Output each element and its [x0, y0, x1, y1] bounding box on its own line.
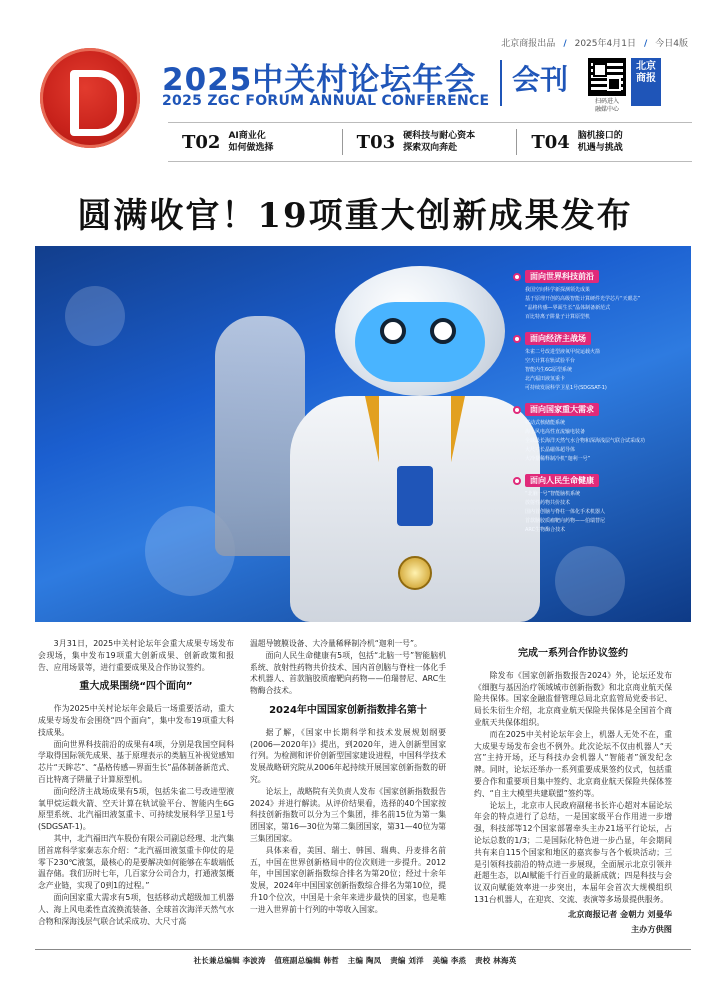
index-line: 脑机接口的 [577, 131, 623, 141]
legend-item: “晶格传感—界面生长”晶体制备新范式 [525, 305, 611, 311]
paragraph: 论坛上，战略院有关负责人发布《国家创新指数报告2024》并进行解读。从评价结果看，选择的40个国家按科技创新指数可以分为三个集团，排名前15位为第一集团国家，第16—30位为第二集团国家，第31—40位为第三集团国家。 [250, 786, 446, 843]
section-heading: 2024年中国国家创新指数排名第十 [269, 704, 427, 716]
legend-section [513, 403, 683, 464]
legend-item: 空天计算在轨试验平台 [525, 358, 576, 364]
index-code: T02 [182, 131, 221, 153]
paragraph: 论坛上，北京市人民政府副秘书长许心超对本届论坛年会的特点进行了总结，一是国家级平台作用进一步增强，科技部等12个国家部署牵头主办21场平行论坛，占论坛总数的1/3；二是国际化特色进一步凸显，年会期间共有来自115个国家和地区的嘉宾参与各个板块活动；三是引领科技前沿的特点进一步展现，全面展示北京引领并赶超生态，以AI赋能千行百业的最新成就；四是科技与会议双向赋能效率进一步突出，本届年会首次大规模组织131台机器人，在迎宾、交流、表演等多场景提供服务。 [474, 800, 672, 904]
legend-item: 百比特离子阱量子计算原型机 [525, 314, 591, 320]
paragraph: 而在2025中关村论坛年会上，机器人无处不在，重大成果专场发布会也不例外。此次论坛不仅由机器人“天宫”主持开场，还与科技办会机器人“智能者”颁发纪念牌。同时，论坛还举办一系列重要成果签约仪式，包括重要合作和重要项目集中签约、北京商业航天保险共保体签约、“自主大模型共建联盟”签约等。 [474, 729, 672, 798]
byline: 北京商报记者 金朝力 刘曼华 [568, 908, 672, 919]
index-item[interactable] [343, 129, 518, 155]
paragraph: 具体来看，美国、瑞士、韩国、瑞典、丹麦排名前五，中国在世界创新格局中的位次则进一步提升。2012年，中国国家创新指数综合排名为第20位；经过十余年发展，2024年中国国家创新指数综合排名为第10位，提升10个位次，中国是十余年来进步最快的国家，也是唯一进入世界前十行列的中等收入国家。 [250, 845, 446, 914]
staff-credit: 值班副总编辑 韩哲 [274, 956, 339, 965]
legend-section [513, 474, 683, 535]
bullet-icon [513, 335, 521, 343]
paragraph: 作为2025中关村论坛年会最后一场重要活动，重大成果专场发布会围绕“四个面向”，集中发布19项重大科技成果。 [38, 704, 234, 737]
index-line: AI商业化 [228, 131, 266, 141]
page-index-bar [168, 122, 692, 162]
legend-item: 智能内生6G原型系统 [525, 367, 573, 373]
legend-item: 移动式核储能系统 [525, 420, 566, 426]
edition-count: 今日4版 [655, 39, 688, 49]
legend-item: 北汽福田液氢重卡 [525, 376, 566, 382]
legend-item: 放射性药物共价技术 [525, 500, 571, 506]
paragraph: 据了解，《国家中长期科学和技术发展规划纲要(2006—2020年)》提出，到2020年，进入创新型国家行列。为检测和评价创新型国家建设进程，中国科学技术发展战略研究院从2006年起持续开展国家创新指数的研究。 [250, 727, 446, 784]
legend-title: 面向世界科技前沿 [525, 270, 599, 283]
legend-section [513, 332, 683, 393]
paragraph: 面向人民生命健康有5项，包括“北脑一号”智能脑机系统、放射性药物共价技术、国内首创脑与脊柱一体化手术机器人、首款脑胶质瘤靶向药物——伯瑞替尼、ARC生物酶合技术。 [250, 650, 446, 696]
index-line: 硬科技与耐心资本 [403, 131, 476, 141]
staff-credits [0, 955, 710, 966]
paragraph: 温超导镀膜设备、大冷量稀释制冷机“迦利一号”。 [250, 639, 422, 648]
forum-logo-icon [40, 48, 140, 148]
index-code: T03 [356, 131, 396, 153]
publisher: 北京商报出品 [501, 39, 556, 49]
index-code: T04 [531, 131, 570, 153]
medal-icon [398, 556, 432, 590]
name-badge [397, 466, 433, 526]
robot-eye-icon [430, 318, 456, 344]
masthead-title: 2025中关村论坛年会 [162, 62, 477, 98]
hero-photo [35, 246, 691, 622]
legend-item: 全球最长海洋天然气水合物和深海浅层气联合试采成功 [525, 438, 646, 444]
bokeh [65, 286, 125, 346]
bullet-icon [513, 406, 521, 414]
legend-item: 我国空间科学新探测领先成果 [525, 287, 591, 293]
legend-title: 面向国家重大需求 [525, 403, 599, 416]
index-item[interactable] [168, 129, 343, 155]
qr-code-icon[interactable] [588, 58, 626, 96]
section-heading: 完成一系列合作协议签约 [518, 648, 628, 659]
legend-item: 基于原理开创的高级智能计算硬件光学芯片“天眼芯” [525, 296, 641, 302]
paragraph: 面向经济主战场成果有5项，包括朱雀二号改进型液氧甲烷运载火箭、空天计算在轨试验平台、智能内生6G原型系统、北汽福田液氢重卡、可持续发展科学卫星1号(SDGSAT-1)。 [38, 786, 234, 832]
bokeh [555, 546, 625, 616]
staff-credit: 责编 刘洋 [390, 956, 424, 965]
legend-item: 首款脑胶质瘤靶向药物——伯瑞替尼 [525, 518, 606, 524]
staff-credit: 主编 陶凤 [347, 956, 382, 965]
legend-item: 大冷量稀释制冷机“迦利一号” [525, 456, 591, 462]
bullet-icon [513, 273, 521, 281]
legend-item: 海上风电高性直流输电装备 [525, 429, 586, 435]
legend-title: 面向经济主战场 [525, 332, 591, 345]
qr-caption: 扫码进入 融媒中心 [594, 98, 619, 113]
staff-credit: 美编 李烝 [432, 956, 467, 965]
article-column-2 [250, 638, 446, 916]
index-line: 探索双向奔赴 [403, 143, 458, 153]
article-column-3 [474, 638, 672, 936]
robot-eye-icon [380, 318, 406, 344]
paragraph: 面向国家重大需求有5项，包括移动式超级加工机器人、海上风电柔性直流换流装备、全球首次海洋天然气水合物和深海浅层气联合试采成功、大尺寸高 [38, 892, 234, 926]
masthead-title-en: 2025 ZGC FORUM ANNUAL CONFERENCE [162, 93, 490, 109]
legend-item: 国内首创脑与脊柱一体化手术机器人 [525, 509, 606, 515]
kanhao-label: 会刊 [512, 63, 569, 96]
index-item[interactable] [517, 130, 692, 154]
photo-credit: 主办方供图 [631, 923, 672, 934]
paragraph: 面向世界科技前沿的成果有4项，分别是我国空间科学取得国际领先成果、基于原理表示的类脑互补视觉感知芯片“天眸芯”、“晶格传感—界面生长”晶体制备新范式、百比特离子阱量子计算原型机。 [38, 739, 234, 784]
legend-item: ARC生物酶合技术 [525, 527, 566, 533]
legend-title: 面向人民生命健康 [525, 474, 599, 487]
legend-item: 大尺寸长晶磁体超导体 [525, 447, 576, 453]
legend-section [513, 270, 683, 322]
achievement-legend [513, 270, 683, 545]
legend-item: 朱雀二号改进型液氧甲烷运载火箭 [525, 349, 601, 355]
masthead-meta: 北京商报出品 / 2025年4月1日 / 今日4版 [501, 39, 688, 49]
headline: 圆满收官！19项重大创新成果发布 [77, 196, 633, 236]
footer-divider [35, 949, 691, 950]
staff-credit: 社长兼总编辑 李波涛 [193, 956, 266, 965]
robot-face [355, 302, 485, 382]
index-line: 如何做选择 [228, 143, 274, 153]
section-heading: 重大成果围绕“四个面向” [79, 681, 193, 693]
paragraph: 其中，北汽福田汽车股份有限公司副总经理、北汽集团首席科学家秦志东介绍：“北汽福田液氢重卡仰仗的是零下230℃液氢，最核心的是要解决如何能够在车载端低温存储。我们历时七年，几百家分公司合力，打通液氢概念产业链，实现了0到1的过程。” [38, 833, 234, 891]
lead-paragraph: 3月31日，2025中关村论坛年会重大成果专场发布会现场，集中发布19项重大创新成果、创新政策和报告、应用场景等，进行重要成果及合作协议签约。 [38, 639, 234, 672]
staff-credit: 责校 林海英 [475, 956, 517, 965]
issue-date: 2025年4月1日 [574, 39, 636, 49]
newspaper-logo: 北京商报 [631, 58, 661, 106]
bullet-icon [513, 477, 521, 485]
article-column-1 [38, 638, 234, 927]
index-line: 机遇与挑战 [577, 143, 623, 153]
legend-item: “北脑一号”智能脑机系统 [525, 491, 581, 497]
legend-item: 可持续发展科学卫星1号(SDGSAT-1) [525, 385, 607, 391]
masthead-divider [500, 60, 502, 106]
paragraph: 除发布《国家创新指数报告2024》外，论坛还发布《细胞与基因治疗领域城市创新指数》和北京商业航天保险共保体。国家金融监督管理总局北京监管局党委书记、局长朱衍生介绍，北京商业航天保险共保体是全国首个商业航天共保体组织。 [474, 670, 672, 727]
